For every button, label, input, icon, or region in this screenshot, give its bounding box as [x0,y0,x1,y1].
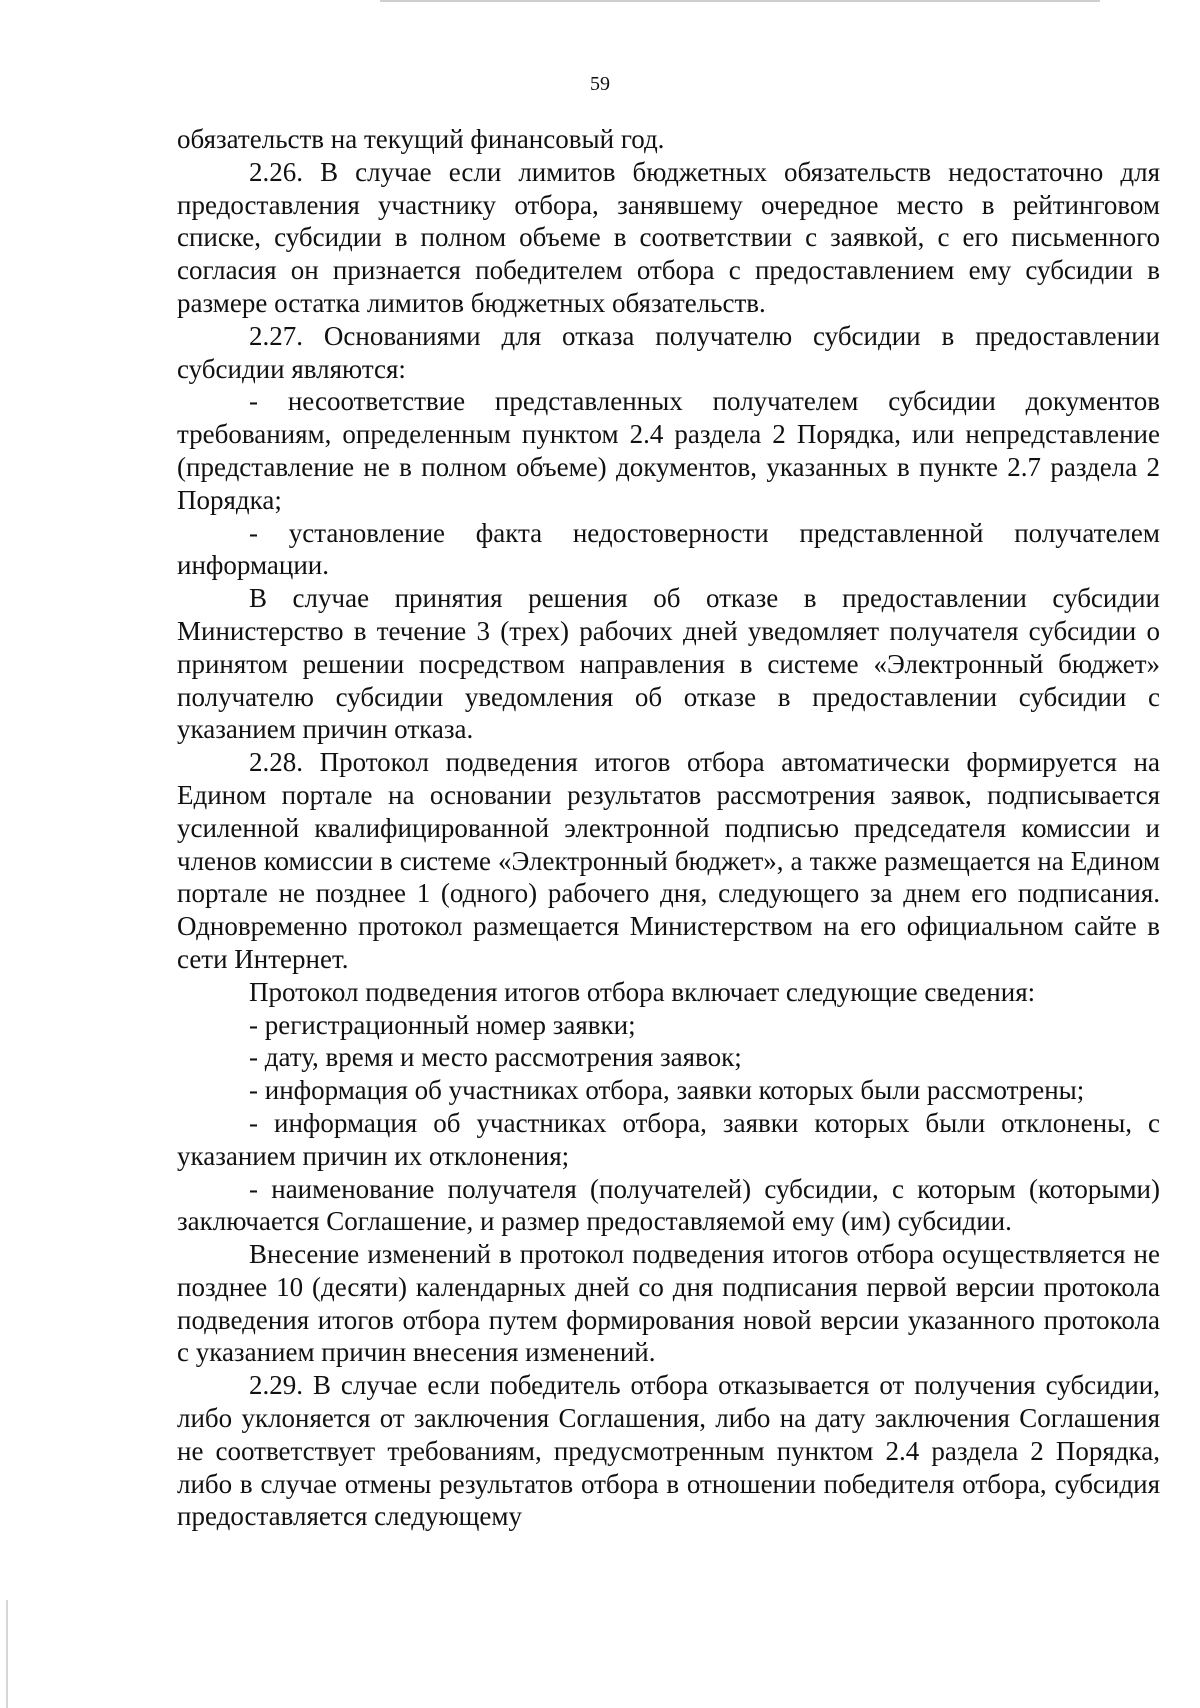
scan-edge-top [380,0,1100,2]
document-body [177,123,1160,1533]
list-item-registration-number: - регистрационный номер заявки; [249,1009,636,1040]
list-item-rejected-participants: - информация об участниках отбора, заявки которых были отклонены, с указанием причин их отклонения; [177,1107,1160,1171]
list-item-reviewed-participants: - информация об участниках отбора, заявки которых были рассмотрены; [249,1075,1085,1106]
list-item-nonconformity: - несоответствие представленных получателем субсидии документов требованиям, определенным пунктом 2.4 раздела 2 Порядка, или непредставление (представление не в полном объеме) документов, указанных в пункте 2.7 раздела 2 Порядка; [177,386,1160,515]
paragraph-refusal-notice: В случае принятия решения об отказе в предоставлении субсидии Министерство в течение 3 (трех) рабочих дней уведомляет получателя субсидии о принятом решении посредством направления в системе «Электронный бюджет» получателю субсидии уведомления об отказе в предоставлении субсидии с указанием причин отказа. [177,583,1160,745]
paragraph-2-28: 2.28. Протокол подведения итогов отбора автоматически формируется на Едином портале на основании результатов рассмотрения заявок, подписывается усиленной квалифицированной электронной подписью председателя комиссии и членов комиссии в системе «Электронный бюджет», а также размещается на Едином портале не позднее 1 (одного) рабочего дня, следующего за днем его подписания. Одновременно протокол размещается Министерством на его официальном сайте в сети Интернет. [177,747,1160,974]
page-number: 59 [590,73,610,95]
paragraph-2-26: 2.26. В случае если лимитов бюджетных обязательств недостаточно для предоставления участнику отбора, занявшему очередное место в рейтинговом списке, субсидии в полном объеме в соответствии с заявкой, с его письменного согласия он признается победителем отбора с предоставлением ему субсидии в размере остатка лимитов бюджетных обязательств. [177,156,1160,318]
paragraph-2-29: 2.29. В случае если победитель отбора отказывается от получения субсидии, либо уклоняется от заключения Соглашения, либо на дату заключения Соглашения не соответствует требованиям, предусмотренным пунктом 2.4 раздела 2 Порядка, либо в случае отмены результатов отбора в отношении победителя отбора, субсидия предоставляется следующему [177,1370,1160,1532]
paragraph-2-27: 2.27. Основаниями для отказа получателю субсидии в предоставлении субсидии являются: [177,320,1160,384]
paragraph-protocol-contents: Протокол подведения итогов отбора включает следующие сведения: [249,976,1036,1007]
list-item-unreliability: - установление факта недостоверности представленной получателем информации. [177,517,1160,581]
list-item-recipient-name: - наименование получателя (получателей) субсидии, с которым (которыми) заключается Соглашение, и размер предоставляемой ему (им) субсидии. [177,1173,1160,1237]
paragraph-obligations-end: обязательств на текущий финансовый год. [177,124,665,154]
paragraph-protocol-changes: Внесение изменений в протокол подведения итогов отбора осуществляется не позднее 10 (десяти) календарных дней со дня подписания первой версии протокола подведения итогов отбора путем формирования новой версии указанного протокола с указанием причин внесения изменений. [177,1239,1160,1368]
list-item-date-time-place: - дату, время и место рассмотрения заявок; [249,1042,742,1073]
scan-edge-left [6,1600,8,1708]
